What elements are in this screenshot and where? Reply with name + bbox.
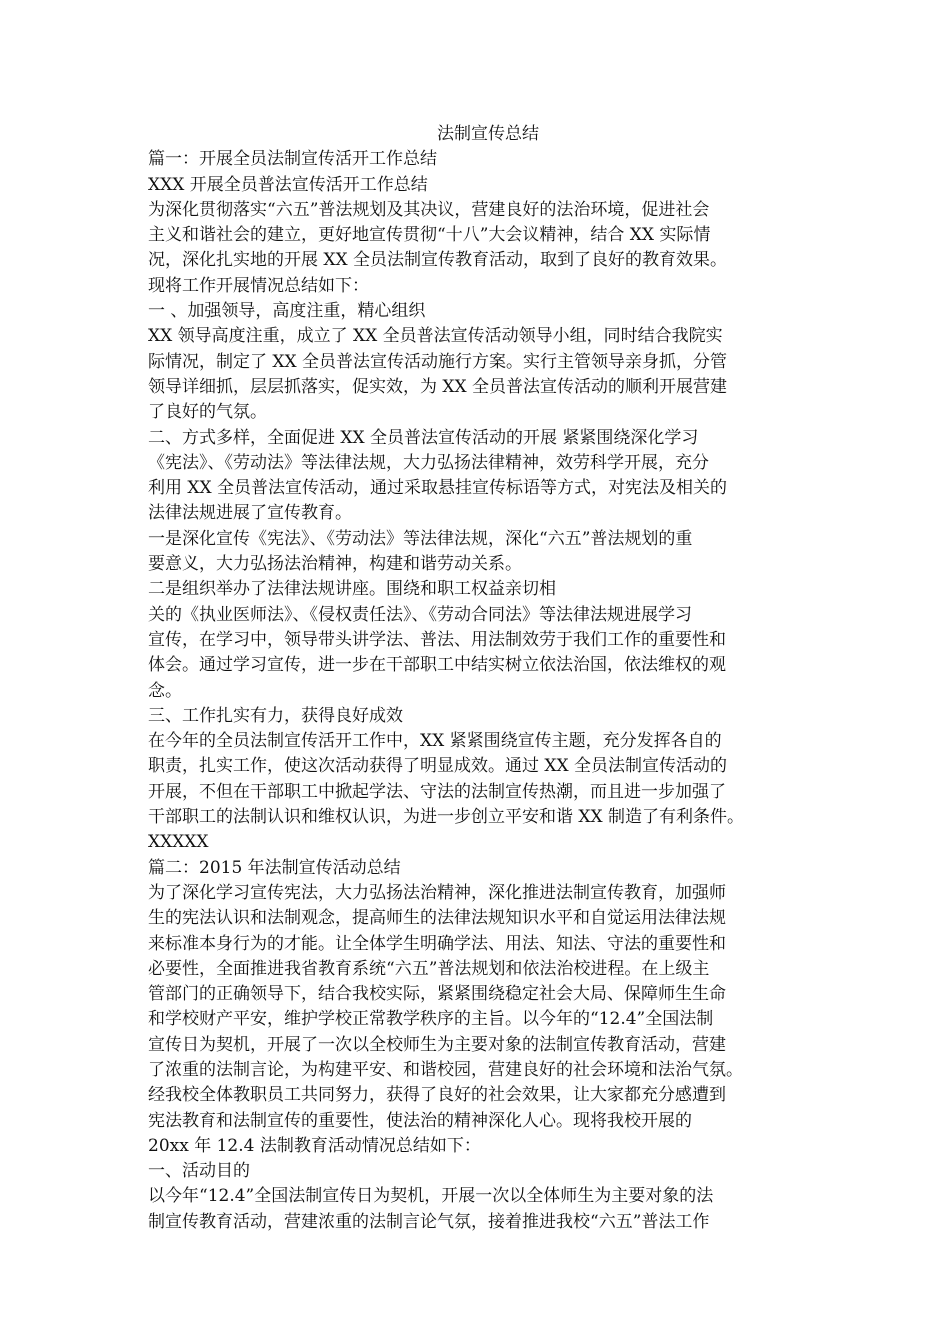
text-line: 三、工作扎实有力，获得良好成效 <box>148 705 403 726</box>
text-line: 况，深化扎实地的开展 XX 全员法制宣传教育活动，取到了良好的教育效果。 <box>148 250 728 271</box>
text-line: 《宪法》、《劳动法》等法律法规，大力弘扬法律精神，效劳科学开展，充分 <box>148 452 709 473</box>
text-line: 了良好的气氛。 <box>148 402 267 423</box>
text-line: 20xx 年 12.4 法制教育活动情况总结如下： <box>148 1135 481 1156</box>
text-line: 篇二：2015 年法制宣传活动总结 <box>148 857 401 878</box>
text-line: 要意义，大力弘扬法治精神，构建和谐劳动关系。 <box>148 554 522 575</box>
text-line: 管部门的正确领导下，结合我校实际，紧紧围绕稳定社会大局、保障师生生命 <box>148 984 726 1005</box>
text-line: XXX 开展全员普法宣传活开工作总结 <box>148 174 428 195</box>
text-line: 一、活动目的 <box>148 1161 250 1182</box>
text-line: 篇一：开展全员法制宣传活开工作总结 <box>148 149 437 170</box>
text-line: 体会。通过学习宣传，进一步在干部职工中结实树立依法治国，依法维权的观 <box>148 655 726 676</box>
text-line: 开展，不但在干部职工中掀起学法、守法的法制宣传热潮，而且进一步加强了 <box>148 781 726 802</box>
text-line: 法律法规进展了宣传教育。 <box>148 503 352 524</box>
text-line: 干部职工的法制认识和维权认识，为进一步创立平安和谐 XX 制造了有利条件。 <box>148 807 745 828</box>
text-line: 二是组织举办了法律法规讲座。围绕和职工权益亲切相 <box>148 579 556 600</box>
text-line: 为深化贯彻落实“六五”普法规划及其决议，营建良好的法治环境，促进社会 <box>148 199 710 220</box>
text-line: 以今年“12.4”全国法制宣传日为契机，开展一次以全体师生为主要对象的法 <box>148 1186 714 1207</box>
text-line: 际情况，制定了 XX 全员普法宣传活动施行方案。实行主管领导亲身抓，分管 <box>148 351 728 372</box>
text-line: 现将工作开展情况总结如下： <box>148 275 369 296</box>
text-line: 在今年的全员法制宣传活开工作中，XX 紧紧围绕宣传主题，充分发挥各自的 <box>148 731 722 752</box>
text-line: 必要性，全面推进我省教育系统“六五”普法规划和依法治校进程。在上级主 <box>148 958 710 979</box>
text-line: 制宣传教育活动，营建浓重的法制言论气氛，接着推进我校“六五”普法工作 <box>148 1211 710 1232</box>
text-line: 生的宪法认识和法制观念，提高师生的法律法规知识水平和自觉运用法律法规 <box>148 908 726 929</box>
text-line: 宣传日为契机，开展了一次以全校师生为主要对象的法制宣传教育活动，营建 <box>148 1034 726 1055</box>
text-line: 职责，扎实工作，使这次活动获得了明显成效。通过 XX 全员法制宣传活动的 <box>148 756 728 777</box>
text-line: 宣传，在学习中，领导带头讲学法、普法、用法制效劳于我们工作的重要性和 <box>148 629 726 650</box>
text-line: 经我校全体教职员工共同努力，获得了良好的社会效果，让大家都充分感遭到 <box>148 1085 726 1106</box>
text-line: 宪法教育和法制宣传的重要性，使法治的精神深化人心。现将我校开展的 <box>148 1110 692 1131</box>
text-line: 念。 <box>148 680 182 701</box>
text-line: 一 、加强领导，高度注重，精心组织 <box>148 301 426 322</box>
text-line: XX 领导高度注重，成立了 XX 全员普法宣传活动领导小组，同时结合我院实 <box>148 326 723 347</box>
text-line: XXXXX <box>148 832 209 853</box>
document-body <box>148 147 828 1235</box>
text-line: 和学校财产平安，维护学校正常教学秩序的主旨。以今年的“12.4”全国法制 <box>148 1009 714 1030</box>
text-line: 为了深化学习宣传宪法，大力弘扬法治精神，深化推进法制宣传教育，加强师 <box>148 882 726 903</box>
text-line: 主义和谐社会的建立，更好地宣传贯彻“十八”大会议精神，结合 XX 实际情 <box>148 225 711 246</box>
text-line: 利用 XX 全员普法宣传活动，通过采取悬挂宣传标语等方式，对宪法及相关的 <box>148 478 728 499</box>
text-line: 二、方式多样，全面促进 XX 全员普法宣传活动的开展 紧紧围绕深化学习 <box>148 427 699 448</box>
text-line: 了浓重的法制言论，为构建平安、和谐校园，营建良好的社会环境和法治气氛。 <box>148 1059 743 1080</box>
document-page <box>148 122 828 1235</box>
text-line: 来标准本身行为的才能。让全体学生明确学法、用法、知法、守法的重要性和 <box>148 933 726 954</box>
document-title: 法制宣传总结 <box>437 124 539 144</box>
text-line: 一是深化宣传《宪法》、《劳动法》等法律法规，深化“六五”普法规划的重 <box>148 528 693 549</box>
text-line: 领导详细抓，层层抓落实，促实效，为 XX 全员普法宣传活动的顺利开展营建 <box>148 376 728 397</box>
text-line: 关的《执业医师法》、《侵权责任法》、《劳动合同法》等法律法规进展学习 <box>148 604 692 625</box>
